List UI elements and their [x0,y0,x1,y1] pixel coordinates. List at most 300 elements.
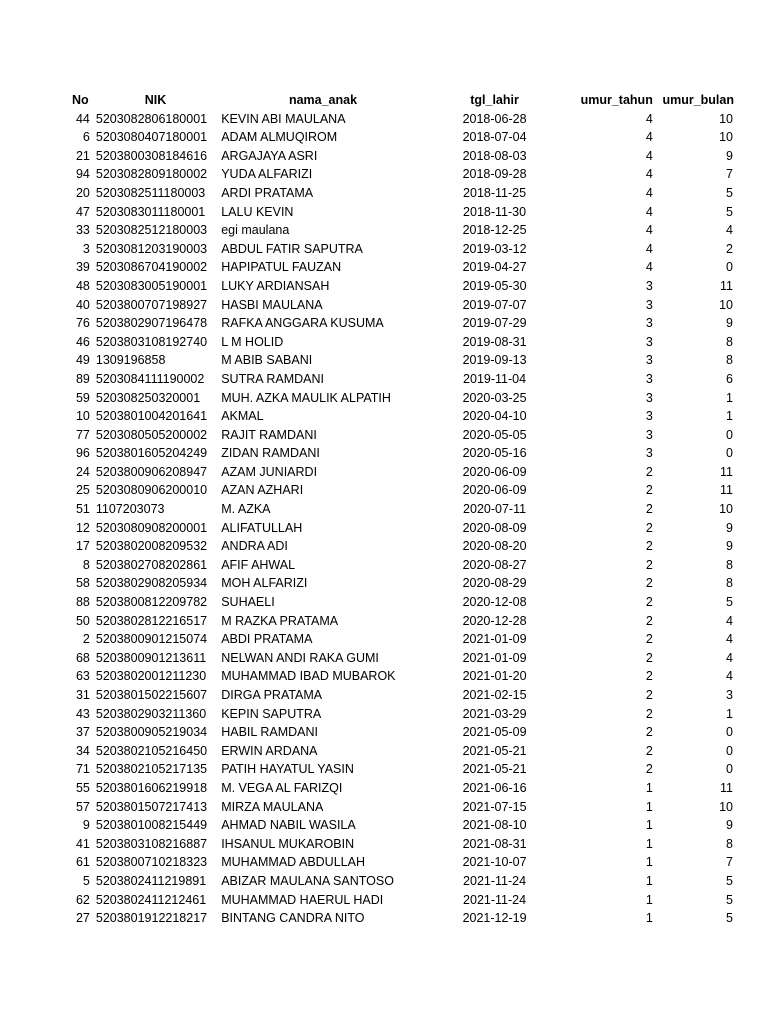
cell-tgl-lahir: 2021-01-20 [462,669,527,684]
cell-nama-anak: RAFKA ANGGARA KUSUMA [221,316,384,331]
table-row [60,184,736,203]
cell-umur-tahun: 3 [645,334,653,349]
cell-umur-tahun: 3 [645,316,653,331]
cell-tgl-lahir: 2019-07-29 [462,316,527,331]
cell-tgl-lahir: 2021-02-15 [462,688,527,702]
cell-umur-tahun: 3 [645,409,653,424]
cell-umur-tahun: 1 [645,780,653,795]
cell-no: 41 [75,836,90,851]
cell-nik: 5203802008209532 [95,539,208,554]
cell-umur-bulan: 10 [719,111,733,126]
cell-nama-anak: ANDRA ADI [221,539,288,554]
table-row [60,556,736,575]
cell-nik: 5203800812209782 [95,595,208,610]
cell-nik: 5203802105216450 [95,743,208,758]
cell-nama-anak: KEPIN SAPUTRA [221,706,322,721]
cell-umur-bulan: 9 [726,818,733,833]
table-row [60,723,736,742]
cell-nik: 5203803108216887 [95,836,208,851]
children-table [60,91,736,928]
table-row [60,853,736,872]
cell-umur-tahun: 2 [645,464,653,479]
cell-tgl-lahir: 2020-05-16 [462,446,527,461]
table-row [60,203,736,222]
cell-no: 57 [75,799,90,814]
cell-umur-tahun: 2 [645,650,653,665]
cell-nik: 5203801912218217 [95,911,208,926]
cell-no: 88 [75,595,90,610]
cell-nama-anak: RAJIT RAMDANI [221,427,317,442]
cell-umur-tahun: 2 [645,595,653,610]
table-row [60,835,736,854]
cell-tgl-lahir: 2019-07-07 [462,297,527,312]
cell-nik: 5203802105217135 [95,762,208,777]
cell-no: 17 [75,539,90,554]
table-row [60,705,736,724]
cell-nik: 5203082512180003 [95,223,208,238]
cell-tgl-lahir: 2021-05-21 [462,743,527,758]
cell-nama-anak: HAPIPATUL FAUZAN [221,260,342,275]
cell-nama-anak: DIRGA PRATAMA [221,688,323,702]
cell-no: 96 [75,446,90,461]
cell-nik: 5203802001211230 [95,669,207,684]
cell-no: 12 [75,520,90,535]
table-row [60,519,736,538]
table-row [60,221,736,240]
cell-tgl-lahir: 2020-07-11 [463,502,527,517]
cell-tgl-lahir: 2018-06-28 [462,111,527,126]
cell-tgl-lahir: 2021-10-07 [462,855,527,870]
cell-nama-anak: LALU KEVIN [221,204,294,219]
table-row [60,667,736,686]
cell-umur-bulan: 7 [726,855,733,870]
cell-nik: 5203082806180001 [95,111,208,126]
cell-umur-tahun: 1 [645,855,653,870]
table-row [60,760,736,779]
cell-no: 37 [75,725,90,740]
cell-umur-tahun: 4 [645,148,653,163]
cell-umur-bulan: 4 [726,632,733,647]
table-row [60,258,736,277]
table-row [60,798,736,817]
cell-tgl-lahir: 2021-03-29 [462,706,527,721]
cell-nama-anak: SUHAELI [221,595,275,610]
cell-tgl-lahir: 2020-08-09 [462,520,527,535]
cell-umur-bulan: 4 [726,613,733,628]
table-row [60,574,736,593]
cell-umur-bulan: 5 [726,892,733,907]
cell-umur-bulan: 8 [726,353,733,368]
cell-no: 20 [75,185,90,200]
cell-tgl-lahir: 2021-07-15 [462,799,527,814]
cell-umur-tahun: 2 [645,688,653,702]
table-row [60,314,736,333]
cell-umur-bulan: 9 [726,316,733,331]
cell-no: 8 [82,557,90,572]
cell-umur-tahun: 4 [645,130,653,145]
cell-tgl-lahir: 2020-12-08 [462,595,527,610]
cell-tgl-lahir: 2020-08-27 [462,557,527,572]
cell-nama-anak: M. AZKA [221,502,271,517]
cell-tgl-lahir: 2020-08-20 [462,539,527,554]
cell-nik: 5203802908205934 [95,576,208,591]
cell-umur-tahun: 2 [645,502,653,517]
cell-nama-anak: ADAM ALMUQIROM [221,130,338,145]
cell-umur-tahun: 4 [645,204,653,219]
cell-nik: 5203803108192740 [95,334,208,349]
table-row [60,872,736,891]
cell-no: 21 [75,148,90,163]
cell-umur-bulan: 10 [719,502,733,517]
cell-nama-anak: egi maulana [221,223,290,238]
cell-umur-tahun: 2 [645,557,653,572]
cell-no: 39 [75,260,90,275]
cell-umur-bulan: 1 [726,706,733,721]
header-umur-bulan: umur_bulan [662,93,734,107]
cell-no: 50 [75,613,90,628]
table-row [60,816,736,835]
cell-no: 58 [75,576,90,591]
cell-umur-bulan: 10 [719,130,733,145]
table-row [60,370,736,389]
cell-no: 43 [75,706,90,721]
table-row [60,165,736,184]
cell-tgl-lahir: 2020-12-28 [462,613,527,628]
table-row [60,147,736,166]
cell-umur-bulan: 0 [726,762,733,777]
cell-no: 3 [82,241,90,256]
cell-nama-anak: ABDUL FATIR SAPUTRA [221,241,363,256]
cell-umur-bulan: 6 [726,371,733,386]
cell-tgl-lahir: 2018-08-03 [462,148,527,163]
header-tgl-lahir: tgl_lahir [470,93,519,107]
table-row [60,909,736,928]
cell-umur-tahun: 3 [645,371,653,386]
cell-umur-tahun: 3 [645,278,653,293]
cell-umur-bulan: 11 [720,780,733,795]
cell-umur-tahun: 3 [645,297,653,312]
cell-nama-anak: KEVIN ABI MAULANA [221,111,346,126]
cell-umur-tahun: 2 [645,613,653,628]
cell-nik: 5203801004201641 [95,409,208,424]
cell-no: 77 [75,427,90,442]
cell-nama-anak: AKMAL [221,409,264,424]
table-row [60,612,736,631]
cell-no: 89 [75,371,90,386]
cell-umur-bulan: 10 [719,799,733,814]
cell-nik: 5203080505200002 [95,427,208,442]
cell-umur-bulan: 5 [726,873,733,888]
cell-no: 63 [75,669,90,684]
cell-tgl-lahir: 2021-11-24 [463,892,527,907]
cell-nik: 5203802708202861 [95,557,208,572]
table-row [60,537,736,556]
cell-nama-anak: M RAZKA PRATAMA [221,613,339,628]
cell-no: 33 [75,223,90,238]
cell-umur-bulan: 7 [726,167,733,182]
cell-umur-tahun: 2 [645,576,653,591]
cell-nama-anak: AFIF AHWAL [221,557,296,572]
cell-tgl-lahir: 2021-08-10 [462,818,527,833]
cell-umur-tahun: 1 [645,818,653,833]
cell-umur-bulan: 4 [726,669,733,684]
cell-umur-tahun: 2 [645,520,653,535]
cell-nik: 520308250320001 [95,390,201,405]
cell-umur-tahun: 2 [645,539,653,554]
cell-umur-tahun: 1 [645,911,653,926]
cell-nama-anak: ARDI PRATAMA [221,185,314,200]
cell-tgl-lahir: 2021-01-09 [462,650,527,665]
cell-umur-tahun: 2 [645,669,653,684]
cell-nik: 5203802411212461 [95,892,207,907]
cell-nik: 1309196858 [95,353,166,368]
cell-umur-bulan: 0 [726,725,733,740]
cell-no: 27 [75,911,90,926]
cell-nik: 5203800707198927 [95,297,208,312]
cell-tgl-lahir: 2021-11-24 [463,873,527,888]
cell-tgl-lahir: 2021-05-09 [462,725,527,740]
cell-no: 31 [75,688,90,702]
cell-no: 5 [82,873,90,888]
cell-no: 59 [75,390,90,405]
cell-umur-bulan: 0 [726,260,733,275]
cell-tgl-lahir: 2018-11-25 [463,185,527,200]
cell-no: 76 [75,316,90,331]
table-row [60,649,736,668]
cell-nama-anak: BINTANG CANDRA NITO [221,911,365,926]
cell-umur-tahun: 2 [645,706,653,721]
table-row [60,407,736,426]
cell-no: 55 [75,780,90,795]
cell-umur-tahun: 3 [645,390,653,405]
cell-nik: 5203801605204249 [95,446,208,461]
cell-nama-anak: ABIZAR MAULANA SANTOSO [221,873,394,888]
cell-no: 94 [75,167,90,182]
cell-no: 51 [75,502,90,517]
cell-nik: 5203801502215607 [95,688,208,702]
table-row [60,630,736,649]
header-nik: NIK [144,93,167,107]
cell-umur-tahun: 2 [645,762,653,777]
cell-nama-anak: M. VEGA AL FARIZQI [221,780,343,795]
cell-umur-tahun: 4 [645,223,653,238]
cell-nama-anak: MUH. AZKA MAULIK ALPATIH [221,390,391,405]
cell-nama-anak: YUDA ALFARIZI [221,167,313,182]
cell-no: 40 [75,297,90,312]
cell-umur-tahun: 3 [645,427,653,442]
cell-nik: 5203802812216517 [95,613,208,628]
cell-nik: 5203080908200001 [95,520,208,535]
cell-umur-tahun: 4 [645,185,653,200]
cell-nama-anak: AHMAD NABIL WASILA [221,818,356,833]
cell-nik: 5203802411219891 [95,873,207,888]
cell-umur-bulan: 0 [726,743,733,758]
cell-umur-tahun: 4 [645,111,653,126]
cell-nama-anak: L M HOLID [221,334,284,349]
cell-nik: 5203800901213611 [95,650,207,665]
cell-nama-anak: MUHAMMAD ABDULLAH [221,855,365,870]
cell-umur-tahun: 4 [645,167,653,182]
header-no: No [72,93,89,107]
cell-umur-bulan: 8 [726,334,733,349]
cell-tgl-lahir: 2021-12-19 [462,911,527,926]
cell-no: 9 [82,818,90,833]
cell-nik: 5203801008215449 [95,818,208,833]
cell-umur-tahun: 4 [645,241,653,256]
cell-umur-bulan: 1 [726,390,733,405]
cell-umur-tahun: 2 [645,483,653,498]
table-row [60,389,736,408]
cell-nik: 5203800901215074 [95,632,208,647]
cell-tgl-lahir: 2021-01-09 [462,632,527,647]
cell-nama-anak: ALIFATULLAH [221,520,303,535]
cell-nama-anak: MUHAMMAD IBAD MUBAROK [221,669,396,684]
cell-umur-bulan: 9 [726,520,733,535]
cell-nik: 5203086704190002 [95,260,208,275]
cell-nama-anak: HASBI MAULANA [221,297,323,312]
cell-umur-bulan: 5 [726,911,733,926]
cell-nik: 5203800710218323 [95,855,208,870]
cell-no: 71 [75,762,90,777]
cell-no: 48 [75,278,90,293]
cell-umur-tahun: 1 [645,892,653,907]
cell-nik: 5203802903211360 [95,706,207,721]
cell-nama-anak: IHSANUL MUKAROBIN [221,836,355,851]
cell-umur-bulan: 0 [726,427,733,442]
cell-nik: 5203080407180001 [95,130,208,145]
cell-tgl-lahir: 2021-05-21 [462,762,527,777]
cell-no: 2 [82,632,90,647]
cell-tgl-lahir: 2020-04-10 [462,409,527,424]
header-nama-anak: nama_anak [288,93,358,107]
cell-umur-bulan: 8 [726,557,733,572]
table-row [60,891,736,910]
cell-nik: 5203083005190001 [95,278,208,293]
cell-tgl-lahir: 2019-08-31 [462,334,527,349]
cell-umur-bulan: 11 [720,464,733,479]
cell-umur-tahun: 4 [645,260,653,275]
cell-nik: 5203084111190002 [95,371,205,386]
cell-umur-tahun: 1 [645,836,653,851]
cell-nama-anak: SUTRA RAMDANI [221,371,324,386]
cell-tgl-lahir: 2019-04-27 [462,260,527,275]
cell-nik: 5203082809180002 [95,167,208,182]
cell-nik: 5203800906208947 [95,464,208,479]
cell-umur-tahun: 2 [645,743,653,758]
cell-umur-tahun: 3 [645,353,653,368]
header-umur-tahun: umur_tahun [580,93,653,107]
table-row [60,333,736,352]
cell-no: 25 [75,483,90,498]
table-row [60,277,736,296]
table-row [60,351,736,370]
cell-tgl-lahir: 2019-03-12 [462,241,527,256]
cell-umur-bulan: 9 [726,539,733,554]
table-row [60,500,736,519]
cell-tgl-lahir: 2020-05-05 [462,427,527,442]
cell-nama-anak: ZIDAN RAMDANI [221,446,320,461]
cell-tgl-lahir: 2021-06-16 [462,780,527,795]
cell-umur-bulan: 8 [726,836,733,851]
cell-no: 47 [75,204,90,219]
cell-umur-tahun: 2 [645,725,653,740]
cell-nama-anak: ERWIN ARDANA [221,743,318,758]
cell-no: 6 [82,130,90,145]
table-row [60,240,736,259]
cell-nik: 5203801606219918 [95,780,208,795]
cell-no: 61 [75,855,90,870]
cell-nik: 5203801507217413 [95,799,208,814]
cell-nama-anak: AZAM JUNIARDI [221,464,318,479]
cell-nama-anak: MIRZA MAULANA [221,799,324,814]
cell-nik: 5203081203190003 [95,241,208,256]
cell-nama-anak: LUKY ARDIANSAH [221,278,330,293]
cell-tgl-lahir: 2020-08-29 [462,576,527,591]
cell-umur-bulan: 4 [726,650,733,665]
cell-no: 46 [75,334,90,349]
cell-nik: 5203083011180001 [95,204,206,219]
cell-umur-bulan: 11 [720,278,733,293]
cell-nama-anak: ARGAJAYA ASRI [221,148,318,163]
cell-tgl-lahir: 2018-07-04 [462,130,527,145]
cell-no: 62 [75,892,90,907]
cell-umur-bulan: 5 [726,595,733,610]
cell-tgl-lahir: 2018-12-25 [462,223,527,238]
cell-tgl-lahir: 2020-03-25 [462,390,527,405]
cell-no: 49 [75,353,90,368]
cell-tgl-lahir: 2019-11-04 [463,371,527,386]
table-row [60,742,736,761]
cell-nama-anak: HABIL RAMDANI [221,725,318,740]
cell-nik: 5203802907196478 [95,316,208,331]
cell-tgl-lahir: 2020-06-09 [462,483,527,498]
cell-no: 68 [75,650,90,665]
cell-tgl-lahir: 2019-05-30 [462,278,527,293]
table-row [60,686,736,705]
cell-nik: 5203800308184616 [95,148,208,163]
table-row [60,463,736,482]
cell-tgl-lahir: 2019-09-13 [462,353,527,368]
cell-umur-bulan: 10 [719,297,733,312]
cell-umur-tahun: 1 [645,799,653,814]
cell-no: 44 [75,111,90,126]
cell-nik: 1107203073 [95,502,165,517]
cell-umur-tahun: 1 [645,873,653,888]
cell-umur-bulan: 2 [726,241,733,256]
table-row [60,426,736,445]
cell-nama-anak: M ABIB SABANI [221,353,313,368]
cell-umur-tahun: 2 [645,632,653,647]
cell-nama-anak: MOH ALFARIZI [221,576,308,591]
cell-no: 34 [75,743,90,758]
table-row [60,128,736,147]
table-row [60,110,736,129]
cell-umur-bulan: 5 [726,185,733,200]
cell-no: 24 [75,464,90,479]
cell-umur-bulan: 5 [726,204,733,219]
cell-umur-bulan: 8 [726,576,733,591]
cell-nik: 5203080906200010 [95,483,208,498]
cell-tgl-lahir: 2021-08-31 [462,836,527,851]
cell-umur-bulan: 1 [726,409,733,424]
cell-umur-tahun: 3 [645,446,653,461]
table-row [60,779,736,798]
cell-tgl-lahir: 2018-09-28 [462,167,527,182]
table-row [60,481,736,500]
data-sheet [0,91,768,928]
cell-nama-anak: PATIH HAYATUL YASIN [221,762,354,777]
cell-nama-anak: AZAN AZHARI [221,483,304,498]
